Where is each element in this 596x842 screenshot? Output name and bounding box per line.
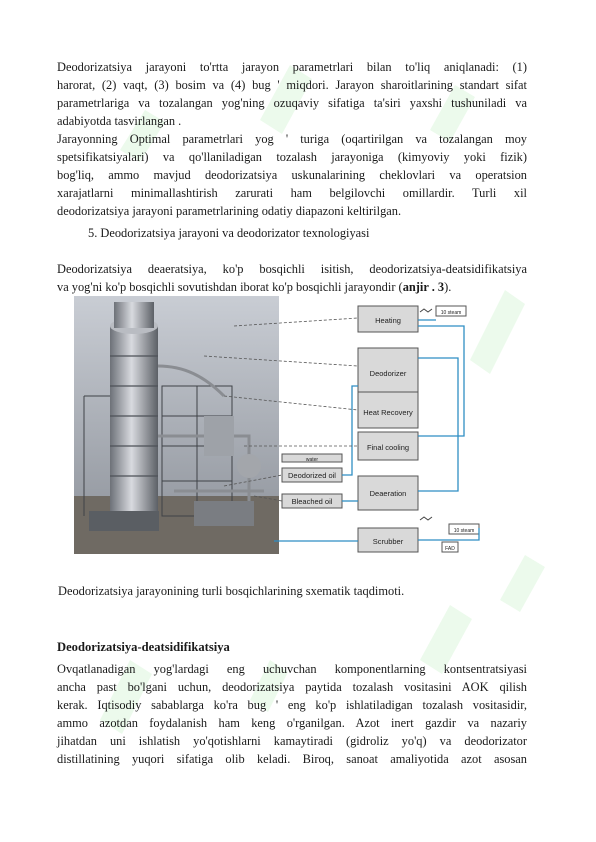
section-heading: Deodorizatsiya-deatsidifikatsiya [57, 640, 230, 654]
deodorized-oil-box [282, 468, 342, 482]
text-line: jihatdan uni ishlatish yo'qotishlarni kamaytiradi (gidroliz yo'q) va deodorizator [57, 734, 527, 748]
paragraph-2 [57, 130, 527, 220]
heat-recovery-box [358, 392, 418, 428]
deaeration-label: Deaeration [369, 489, 407, 498]
figure-reference[interactable]: anjir . 3 [402, 280, 445, 294]
text-line: adabiyotda tasvirlangan . [57, 114, 182, 128]
text-line: Deodorizatsiya deaeratsiya, ko'p bosqichli isitish, deodorizatsiya-deatsidifikatsiya [57, 262, 527, 276]
text-line: xarajatlarni minimallashtirish zarurati ham belgilovchi omillardir. Turli xil [57, 186, 527, 200]
text-line [57, 278, 527, 296]
text-line: Ovqatlanadigan yog'lardagi eng uchuvchan komponentlarning kontsentratsiyasi [57, 662, 527, 676]
bleached-oil-box [282, 494, 342, 508]
deodorizer-box [358, 348, 418, 398]
text-line: distillatining yuqori sifatiga olib keladi. Biroq, sanoat amaliyotida azot asosan [57, 752, 527, 766]
text-fragment: ). [444, 280, 452, 294]
heat-recovery-label: Heat Recovery [363, 408, 413, 417]
deodorizer-label: Deodorizer [369, 369, 407, 378]
bleached-oil-label: Bleached oil [291, 497, 333, 506]
scrubber-label: Scrubber [372, 537, 404, 546]
scrubber-box [358, 528, 418, 552]
steam-top-box [436, 306, 466, 316]
text-line: spetsifikatsiyalari) va qo'llaniladigan tozalash jarayoniga (kimyoviy yoki fizik) [57, 150, 527, 164]
paragraph-1 [57, 58, 527, 130]
steam-bottom-label: 10 steam [453, 528, 475, 534]
paragraph-3 [57, 260, 527, 296]
plant-photo [74, 296, 279, 554]
water-label: water [305, 457, 319, 463]
steam-top-label: 10 steam [440, 310, 462, 316]
deaeration-box [358, 476, 418, 510]
text-line: ammo azotdan foydalanish ham keng o'rganilgan. Azot inert gazdir va nazariy [57, 716, 527, 730]
text-line: parametrlariga va tozalangan yog'ning ozuqaviy sifatiga ta'siri yaxshi tushuniladi va [57, 96, 527, 110]
paragraph-4 [57, 660, 527, 768]
final-cooling-box [358, 432, 418, 460]
steam-bottom-box [449, 524, 479, 534]
figure-caption: Deodorizatsiya jarayonining turli bosqichlarining sxematik taqdimoti. [58, 584, 405, 598]
text-line: kerak. Iqtisodiy sabablarga ko'ra bug ' eng ko'p ishlatiladigan tozalash vositasidir, [57, 698, 527, 712]
text-line: Deodorizatsiya jarayoni to'rtta jarayon parametrlari bilan to'liq aniqlanadi: (1) [57, 60, 527, 74]
text-line: harorat, (2) vaqt, (3) bosim va (4) bug ' miqdori. Jarayon sharoitlarining standart sifat [57, 78, 527, 92]
text-line: deodorizatsiya jarayoni parametrlarining odatiy diapazoni keltirilgan. [57, 204, 402, 218]
fad-label: FAD [445, 546, 455, 552]
deodorization-figure [74, 296, 494, 554]
heating-box [358, 306, 418, 332]
fad-box [442, 542, 458, 552]
text-line: Jarayonning Optimal parametrlari yog ' turiga (oqartirilgan va tozalangan moy [57, 132, 527, 146]
text-line: ancha past bo'lgani uchun, deodorizatsiya paytida tozalash vositasini AOK qilish [57, 680, 527, 694]
deodorized-oil-label: Deodorized oil [288, 471, 336, 480]
text-line: bog'liq, ammo mavjud deodorizatsiya uskunalarining cheklovlari va operatsion [57, 168, 527, 182]
text-fragment: va yog'ni ko'p bosqichli sovutishdan iborat ko'p bosqichli jarayondir ( [57, 280, 403, 294]
final-cooling-label: Final cooling [366, 443, 410, 452]
section-title: 5. Deodorizatsiya jarayoni va deodorizator texnologiyasi [88, 226, 370, 240]
water-box [282, 454, 342, 463]
heating-label: Heating [375, 316, 401, 325]
